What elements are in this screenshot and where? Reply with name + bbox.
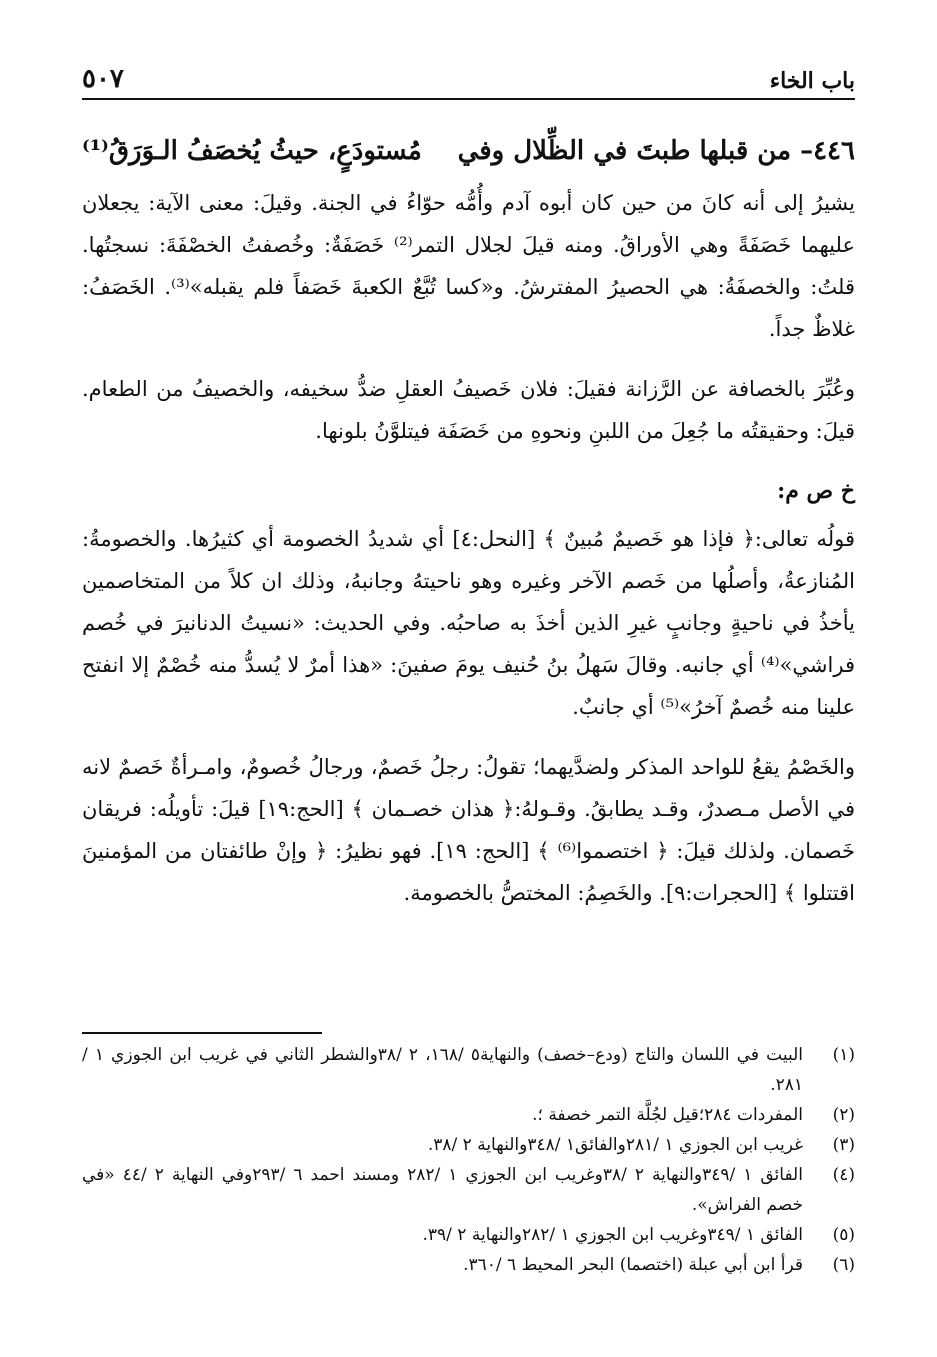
- footnote-number: (١): [832, 1045, 855, 1065]
- footnote-text: قرأ ابن أبي عبلة (اختصما) البحر المحيط ٦ /٣٦٠.: [463, 1255, 803, 1275]
- footnote-number: (٦): [832, 1255, 855, 1275]
- footnote-text: الفائق ١ /٣٤٩وغريب ابن الجوزي ١ /٢٨٢والنهاية ٢ /٣٩.: [422, 1225, 803, 1245]
- footnote-text: الفائق ١ /٣٤٩والنهاية ٢ /٣٨وغريب ابن الجوزي ١ /٢٨٢ ومسند احمد ٦ /٢٩٣وفي النهاية ٢ /٤٤ «في خصم الفراش».: [82, 1165, 803, 1215]
- footnote: [82, 1130, 855, 1160]
- paragraph: قولُه تعالى:﴿ فإذا هو خَصيمٌ مُبينٌ ﴾ [النحل:٤] أي شديدُ الخصومة أي كثيرُها. والخصومةُ: المُنازعةُ، وأصلُها من خَصم الآخر وغيره وهو ناحيتهُ وجانبهُ، وذلك ان كلاً من المتخاصمين يأخذُ في ناحيةٍ وجانبٍ غيرِ الذين أخذَ به صاحبُه. وفي الحديث: «نسيتُ الدنانيرَ في خُصم فراشي»⁽⁴⁾ أي جانبه. وقالَ سَهلُ بنُ حُنيف يومَ صفينَ: «هذا أمرٌ لا يُسدُّ منه خُصْمٌ إلا انفتح علينا منه خُصمٌ آخرُ»⁽⁵⁾ أي جانبٌ.: [82, 527, 855, 719]
- footnote-number: (٥): [832, 1225, 855, 1245]
- entry-root-heading: خ ص م:: [777, 478, 855, 504]
- footnotes: [82, 1040, 855, 1280]
- footnote-text: المفردات ٢٨٤؛قيل لجُلَّة التمر خصفة ؛.: [532, 1105, 803, 1125]
- footnote-separator: [82, 1032, 322, 1034]
- footnote: [82, 1250, 855, 1280]
- footnote-text: البيت في اللسان والتاج (ودع–خصف) والنهاية٥ /١٦٨، ٢ /٣٨والشطر الثاني في غريب ابن الجوزي ١ /٢٨١.: [82, 1045, 803, 1095]
- footnote-number: (٤): [832, 1165, 855, 1185]
- footnote: [82, 1160, 855, 1220]
- verse-second-hemistich: مُستودَعٍ، حيثُ يُخصَفُ الـوَرَقُ⁽¹⁾: [82, 136, 422, 166]
- paragraph: والخَصْمُ يقعُ للواحد المذكر ولضدَّيهما؛ تقولُ: رجلُ خَصمٌ، ورجالُ خُصومٌ، وامـرأةٌ خَصمٌ لانه في الأصل مـصدرٌ، وقـد يطابقُ. وقـولهُ:﴿ هذان خصـمان ﴾ [الحج:١٩] قيلَ: تأويلُه: فريقان خَصمان. ولذلك قيلَ: ﴿ اختصموا⁽⁶⁾ ﴾ [الحج: ١٩]. فهو نظيرُ: ﴿ وإنْ طائفتان من المؤمنينَ اقتتلوا ﴾ [الحجرات:٩]. والخَصِمُ: المختصُّ بالخصومة.: [82, 755, 855, 905]
- paragraph: وعُبِّرَ بالخصافة عن الرَّزانة فقيلَ: فلان خَصيفُ العقلِ ضدُّ سخيفه، والخصيفُ من الطعام. قيلَ: وحقيقتُه ما جُعِلَ من اللبنِ ونحوهِ من خَصَفَة فيتلوَّنُ بلونها.: [82, 377, 855, 443]
- verse-first-hemistich: ٤٤٦– من قبلها طبتَ في الظِّلال وفي: [457, 136, 855, 166]
- footnote: [82, 1040, 855, 1100]
- footnote-number: (٢): [832, 1105, 855, 1125]
- running-header: [82, 58, 855, 100]
- footnote-text: غريب ابن الجوزي ١ /٢٨١والفائق١ /٣٤٨والنهاية ٢ /٣٨.: [427, 1135, 803, 1155]
- footnote: [82, 1100, 855, 1130]
- main-text: [82, 182, 855, 932]
- page-number: ٥٠٧: [82, 64, 124, 94]
- poetry-verse: [82, 128, 855, 178]
- footnote-number: (٣): [832, 1135, 855, 1155]
- footnote: [82, 1220, 855, 1250]
- chapter-title: باب الخاء: [769, 68, 855, 94]
- paragraph: يشيرُ إلى أنه كانَ من حين كان أبوه آدم وأُمُّه حوّاءُ في الجنة. وقيلَ: معنى الآية: يجعلان عليهما خَصَفَةً وهي الأوراقُ. ومنه قيلَ لجلال التمر⁽²⁾ خَصَفَةٌ: وخُصفتُ الخصْفَةَ: نسجتُها. قلتُ: والخصفَةُ: هي الحصيرُ المفترشُ. و«كسا تُبَّعٌ الكعبةَ خَصَفاً فلم يقبله»⁽³⁾. الخَصَفُ: غلاظٌ جداً.: [82, 191, 855, 341]
